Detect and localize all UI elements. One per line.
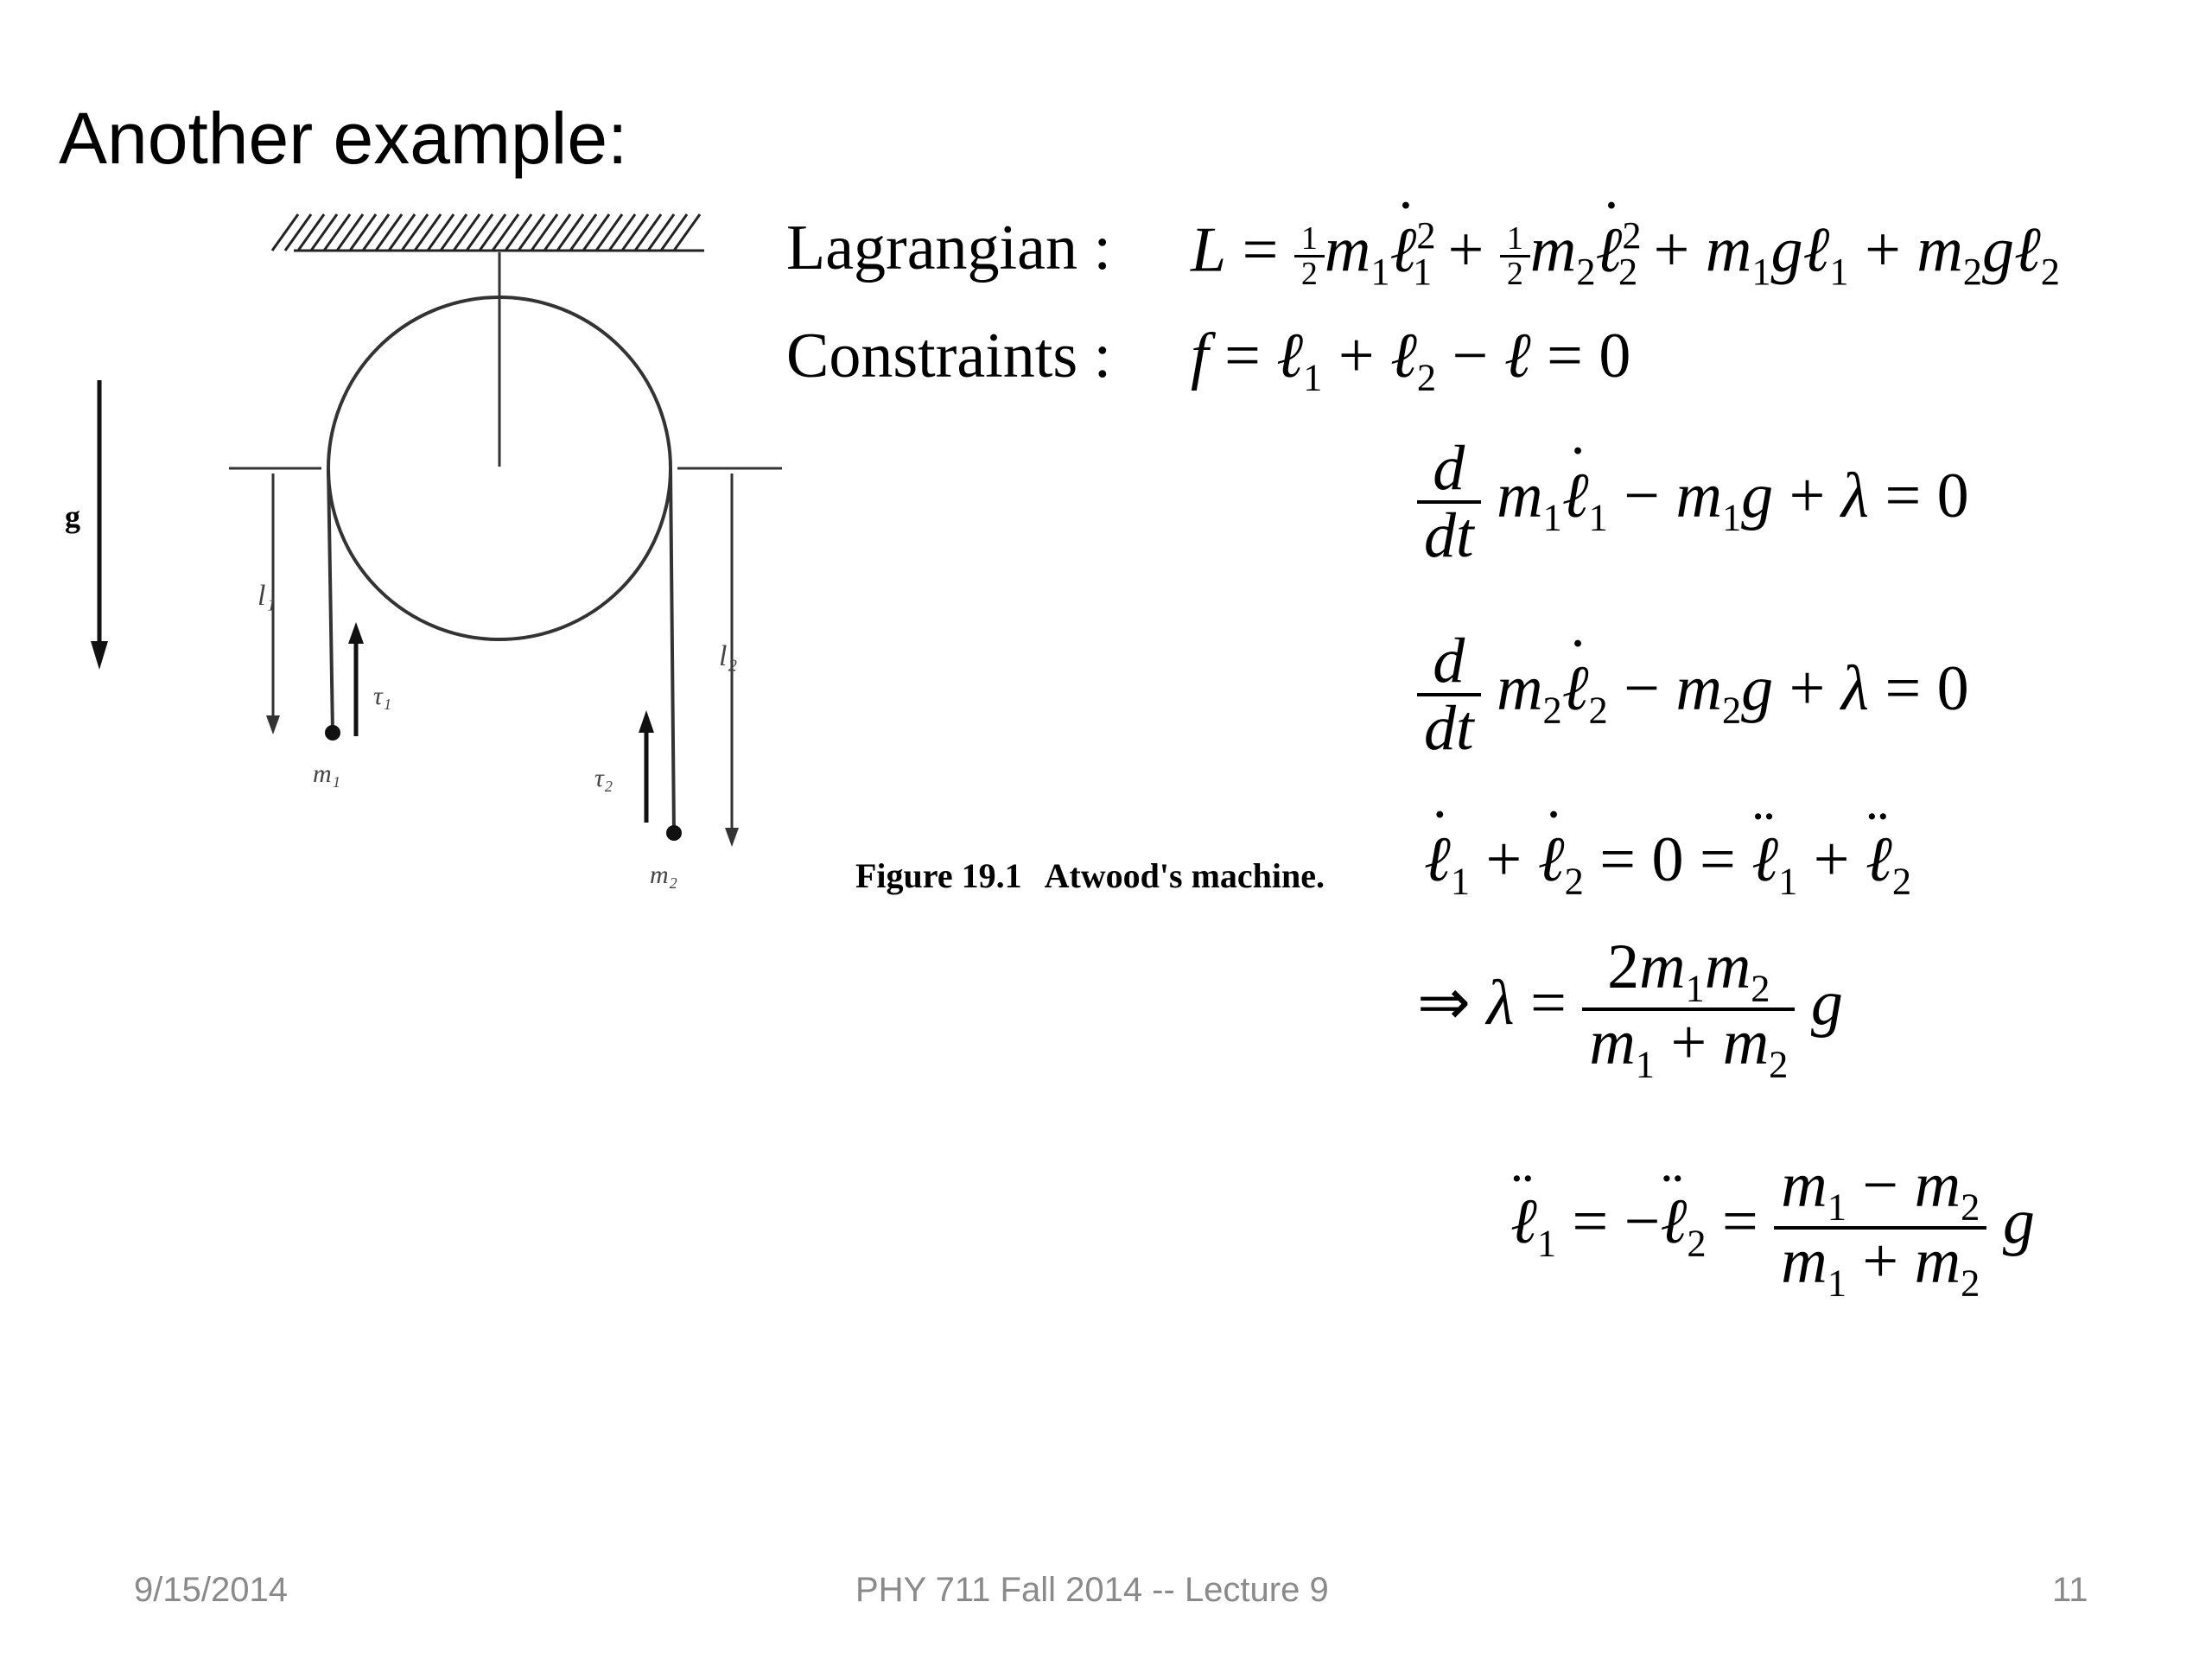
label-tau1: τ₁: [373, 682, 392, 710]
constraint-derivative-equation: ˙ ℓ$_1$ + ˙ ℓ$_2$ = 0 = ¨ ℓ$_1$ + ¨ ℓ$_2$: [1424, 828, 1911, 900]
label-g: g: [65, 499, 80, 534]
acceleration-equation: ¨ ℓ$_1$ = −¨ ℓ$_2$ = $\frac{m_1 - m_2}{m_1 + m_2}$ g: [1510, 1154, 2035, 1302]
label-m1: m₁: [313, 760, 341, 788]
constraints-label: Constraints :: [786, 321, 1112, 391]
label-tau2: τ₂: [594, 764, 613, 792]
slide-title: Another example:: [59, 98, 628, 179]
label-l2: l₂: [719, 640, 738, 672]
euler-lagrange-equation-1: $\frac{d}{dt}$ $m_1˙$ ℓ$_1$ − $m_1g + \lambda = 0$: [1417, 436, 1969, 568]
lagrangian-equation: L = $\frac{1}{2}$ $m_1˙$ ℓ$^2_1$ + $\frac{1}{2}$ $m_2˙$ ℓ$^2_2$ + $m_1g\ell_1$ + $m_2g\ell_2$: [1191, 216, 2060, 291]
figure-caption: [855, 855, 1325, 896]
right-string: [671, 468, 674, 833]
footer-course: PHY 711 Fall 2014 -- Lecture 9: [855, 1571, 1329, 1609]
lambda-equation: ⇒ λ = $\frac{2m_1m_2}{m_1 + m_2}$ g: [1417, 931, 1843, 1086]
footer-page-number: 11: [2052, 1571, 2088, 1609]
ceiling-hatch: [272, 214, 704, 251]
mass-m2: [666, 825, 682, 841]
figure-caption-text: Atwood's machine.: [1044, 856, 1325, 895]
label-l1: l₁: [257, 580, 276, 612]
label-m2: m₂: [650, 861, 678, 889]
mass-m1: [325, 725, 340, 741]
atwood-machine-diagram: [52, 199, 812, 916]
lagrangian-label: Lagrangian :: [786, 213, 1111, 283]
footer-date: 9/15/2014: [134, 1571, 288, 1609]
figure-caption-number: Figure 19.1: [855, 856, 1022, 895]
euler-lagrange-equation-2: $\frac{d}{dt}$ $m_2˙$ ℓ$_2$ − $m_2g + \lambda = 0$: [1417, 629, 1969, 760]
constraint-equation: f = ℓ$_1$ + ℓ$_2$ − ℓ = 0: [1191, 321, 1631, 399]
